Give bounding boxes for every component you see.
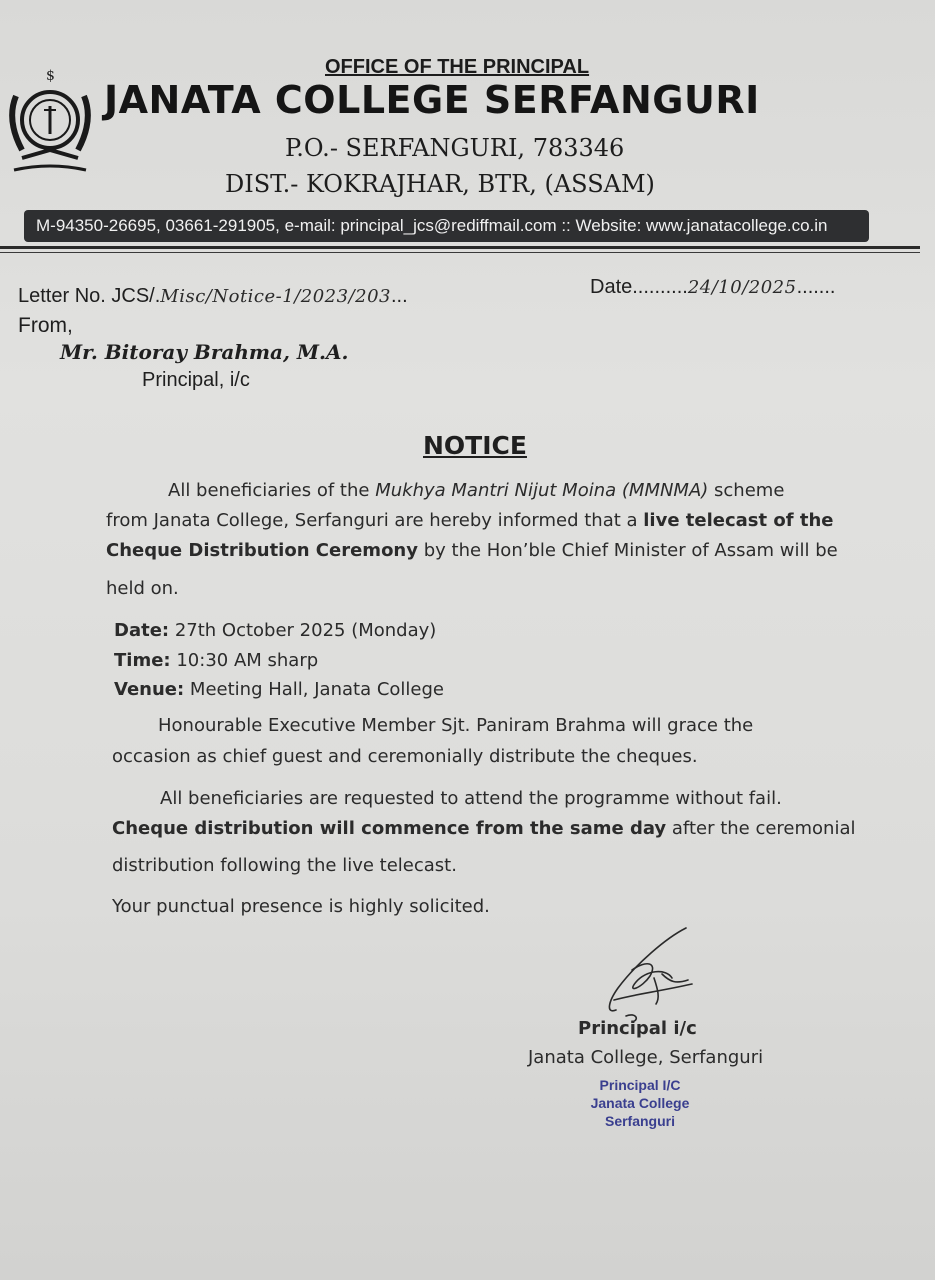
- text-run: All beneficiaries of the: [168, 480, 376, 501]
- event-time-label: Time:: [114, 650, 171, 671]
- letter-date: [590, 276, 835, 299]
- paragraph-line: All beneficiaries are requested to attend the programme without fail.: [160, 788, 782, 809]
- event-venue-value: Meeting Hall, Janata College: [184, 679, 444, 700]
- paragraph-line: held on.: [106, 578, 179, 599]
- post-office-line: P.O.- SERFANGURI, 783346: [285, 134, 625, 162]
- paragraph-line: [106, 540, 838, 561]
- contact-band: M-94350-26695, 03661-291905, e-mail: principal_jcs@rediffmail.com :: Website: www.janatacollege.co.in: [24, 210, 869, 242]
- letter-number-dots: ...: [391, 285, 408, 307]
- paragraph-line: distribution following the live telecast.: [112, 855, 457, 876]
- closing-line: Your punctual presence is highly solicited.: [112, 896, 490, 917]
- text-run: from Janata College, Serfanguri are hereby informed that a: [106, 510, 644, 531]
- event-venue-label: Venue:: [114, 679, 185, 700]
- text-run: after the ceremonial: [666, 818, 856, 839]
- header-rule-thin: [0, 252, 920, 253]
- from-label: From,: [18, 314, 73, 337]
- stamp-line: Principal I/C: [599, 1077, 681, 1093]
- signatory-organisation: Janata College, Serfanguri: [528, 1047, 764, 1068]
- date-dots-trailing: .......: [796, 276, 836, 298]
- stamp-line: Serfanguri: [604, 1113, 675, 1129]
- event-time: [114, 650, 318, 671]
- event-venue: [114, 679, 444, 700]
- emphasis-text: Cheque Distribution Ceremony: [106, 540, 418, 561]
- sender-name: Mr. Bitoray Brahma, M.A.: [60, 340, 349, 364]
- district-line: DIST.- KOKRAJHAR, BTR, (ASSAM): [225, 170, 655, 198]
- header-rule-thick: [0, 246, 920, 249]
- event-date-value: 27th October 2025 (Monday): [169, 620, 437, 641]
- event-date-label: Date:: [114, 620, 170, 641]
- paragraph-line: Honourable Executive Member Sjt. Paniram Brahma will grace the: [158, 715, 754, 736]
- paragraph-line: occasion as chief guest and ceremonially distribute the cheques.: [112, 746, 698, 767]
- letter-date-label: Date: [590, 276, 633, 298]
- official-stamp: [585, 1076, 695, 1130]
- letter-number: [18, 285, 408, 308]
- college-name: JANATA COLLEGE SERFANGURI: [104, 78, 760, 122]
- scheme-name: Mukhya Mantri Nijut Moina (MMNMA): [375, 480, 709, 501]
- paragraph-line: [168, 480, 784, 501]
- handwritten-signature: [596, 924, 700, 1024]
- college-emblem: [2, 66, 98, 178]
- letter-number-handwritten: Misc/Notice-1/2023/203: [160, 286, 391, 307]
- office-heading: OFFICE OF THE PRINCIPAL: [325, 56, 590, 78]
- letter-number-label: Letter No. JCS/.: [18, 285, 161, 307]
- letter-date-handwritten: 24/10/2025: [687, 277, 797, 298]
- paragraph-line: [106, 510, 833, 531]
- signatory-title: Principal i/c: [578, 1018, 697, 1039]
- sender-title: Principal, i/c: [142, 369, 250, 391]
- event-date: [114, 620, 436, 641]
- stamp-line: Janata College: [590, 1095, 690, 1111]
- text-run: scheme: [708, 480, 785, 501]
- text-run: by the Hon’ble Chief Minister of Assam will be: [417, 540, 838, 561]
- event-time-value: 10:30 AM sharp: [170, 650, 319, 671]
- paragraph-line: [112, 818, 856, 839]
- date-dots: ..........: [632, 276, 688, 298]
- emphasis-text: live telecast of the: [643, 510, 834, 531]
- svg-text:$: $: [46, 68, 55, 84]
- emphasis-text: Cheque distribution will commence from the same day: [112, 818, 667, 839]
- notice-title: NOTICE: [423, 431, 527, 460]
